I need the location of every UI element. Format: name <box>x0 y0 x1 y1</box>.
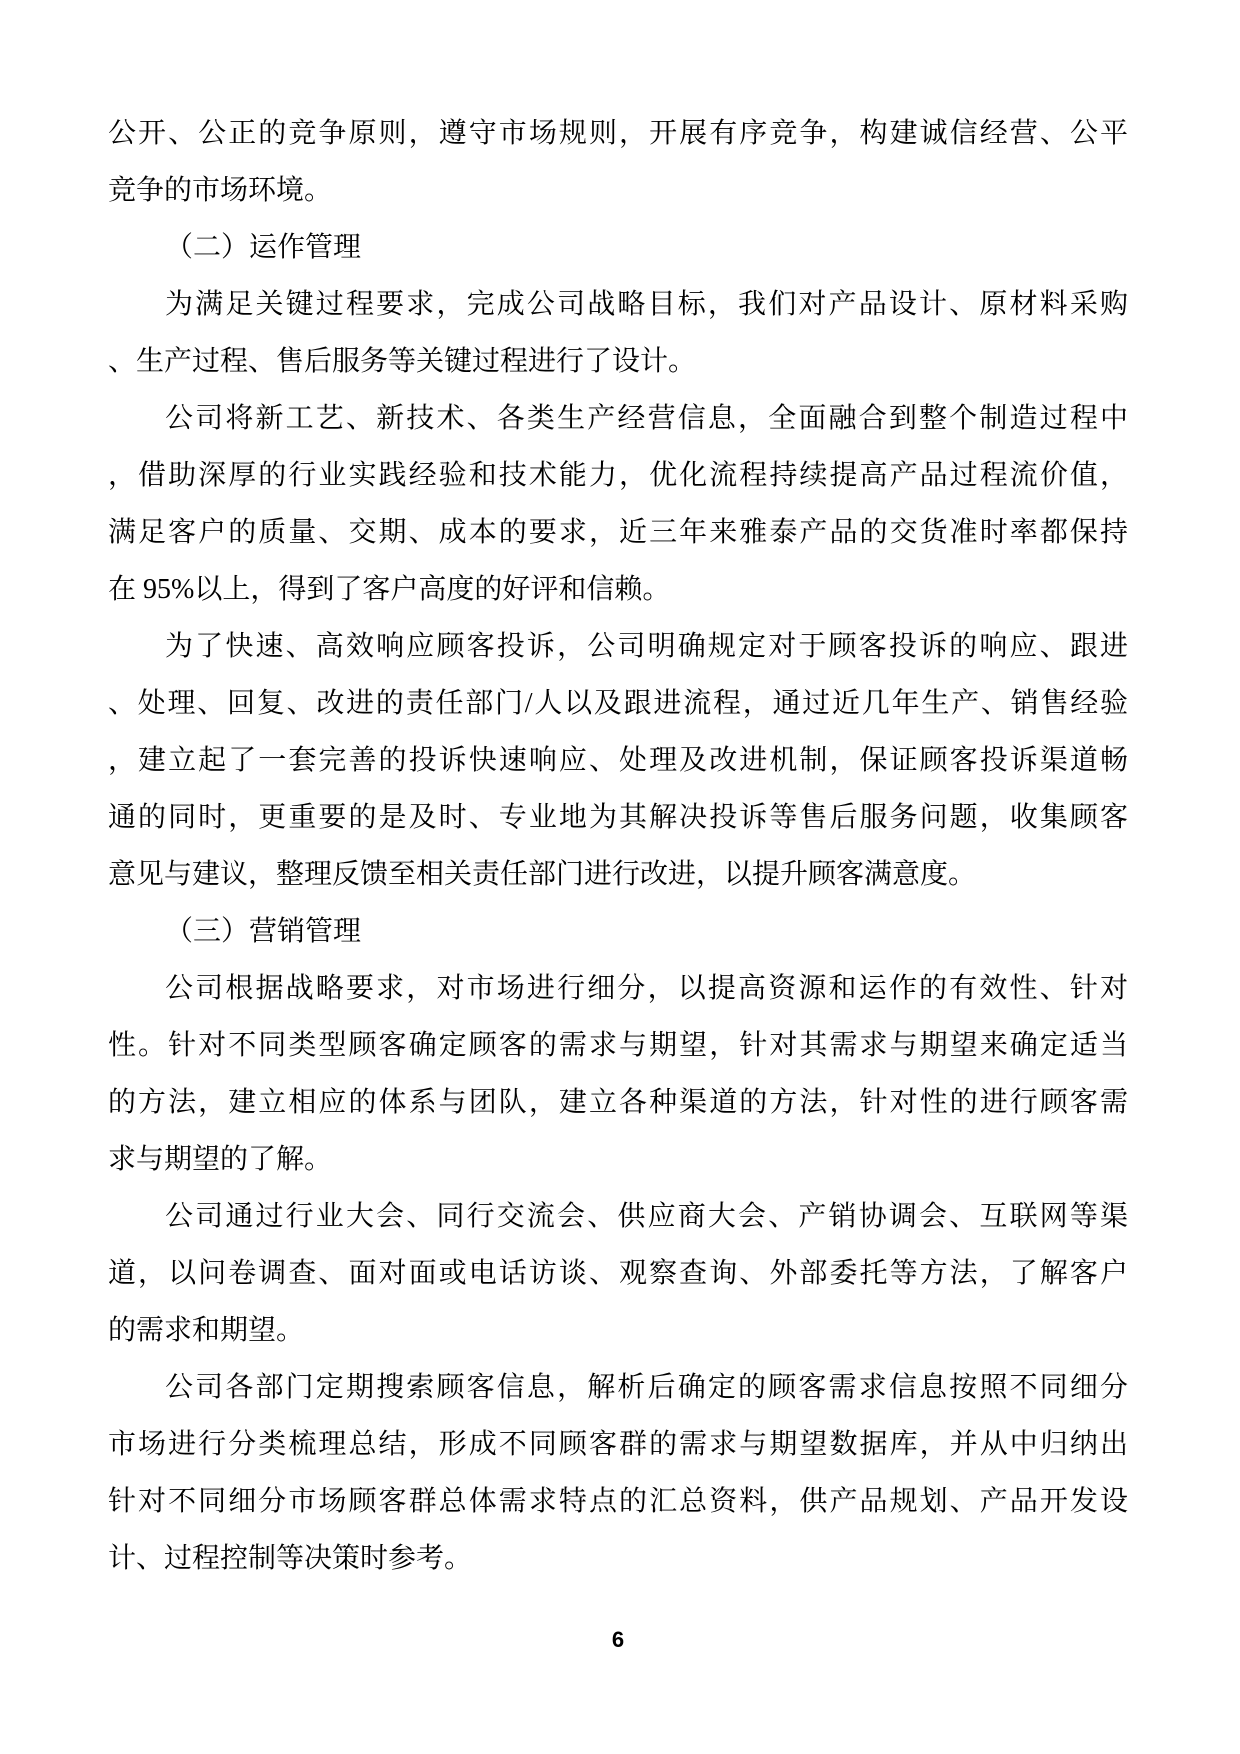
text-line: 公司通过行业大会、同行交流会、供应商大会、产销协调会、互联网等渠 <box>165 1201 1128 1232</box>
section-heading: （三）营销管理 <box>165 916 362 947</box>
text-line: ，借助深厚的行业实践经验和技术能力，优化流程持续提高产品过程流价值， <box>108 460 1128 491</box>
text-line: 公开、公正的竞争原则，遵守市场规则，开展有序竞争，构建诚信经营、公平 <box>108 118 1128 149</box>
text-line: 计、过程控制等决策时参考。 <box>108 1543 473 1574</box>
page-number: 6 <box>611 1627 625 1652</box>
text-line: 满足客户的质量、交期、成本的要求，近三年来雅泰产品的交货准时率都保持 <box>108 517 1128 548</box>
text-line: 针对不同细分市场顾客群总体需求特点的汇总资料，供产品规划、产品开发设 <box>108 1486 1128 1517</box>
text-line: 在 95%以上，得到了客户高度的好评和信赖。 <box>108 574 671 605</box>
text-line: 市场进行分类梳理总结，形成不同顾客群的需求与期望数据库，并从中归纳出 <box>108 1429 1128 1460</box>
text-line: 公司各部门定期搜索顾客信息，解析后确定的顾客需求信息按照不同细分 <box>165 1372 1128 1403</box>
text-line: 为满足关键过程要求，完成公司战略目标，我们对产品设计、原材料采购 <box>165 289 1128 320</box>
text-line: 竞争的市场环境。 <box>108 175 333 206</box>
section-heading: （二）运作管理 <box>165 232 362 263</box>
text-line: 、处理、回复、改进的责任部门/人以及跟进流程，通过近几年生产、销售经验 <box>108 688 1128 719</box>
text-line: 性。针对不同类型顾客确定顾客的需求与期望，针对其需求与期望来确定适当 <box>108 1030 1128 1061</box>
document-body <box>108 105 1128 1587</box>
text-line: 公司将新工艺、新技术、各类生产经营信息，全面融合到整个制造过程中 <box>165 403 1128 434</box>
text-line: ，建立起了一套完善的投诉快速响应、处理及改进机制，保证顾客投诉渠道畅 <box>108 745 1128 776</box>
text-line: 为了快速、高效响应顾客投诉，公司明确规定对于顾客投诉的响应、跟进 <box>165 631 1128 662</box>
text-line: 求与期望的了解。 <box>108 1144 333 1175</box>
text-line: 的方法，建立相应的体系与团队，建立各种渠道的方法，针对性的进行顾客需 <box>108 1087 1128 1118</box>
text-line: 公司根据战略要求，对市场进行细分，以提高资源和运作的有效性、针对 <box>165 973 1128 1004</box>
text-line: 通的同时，更重要的是及时、专业地为其解决投诉等售后服务问题，收集顾客 <box>108 802 1128 833</box>
text-line: 道，以问卷调查、面对面或电话访谈、观察查询、外部委托等方法，了解客户 <box>108 1258 1128 1289</box>
text-line: 的需求和期望。 <box>108 1315 305 1346</box>
text-line: 、生产过程、售后服务等关键过程进行了设计。 <box>108 346 697 377</box>
text-line: 意见与建议，整理反馈至相关责任部门进行改进，以提升顾客满意度。 <box>108 859 977 890</box>
